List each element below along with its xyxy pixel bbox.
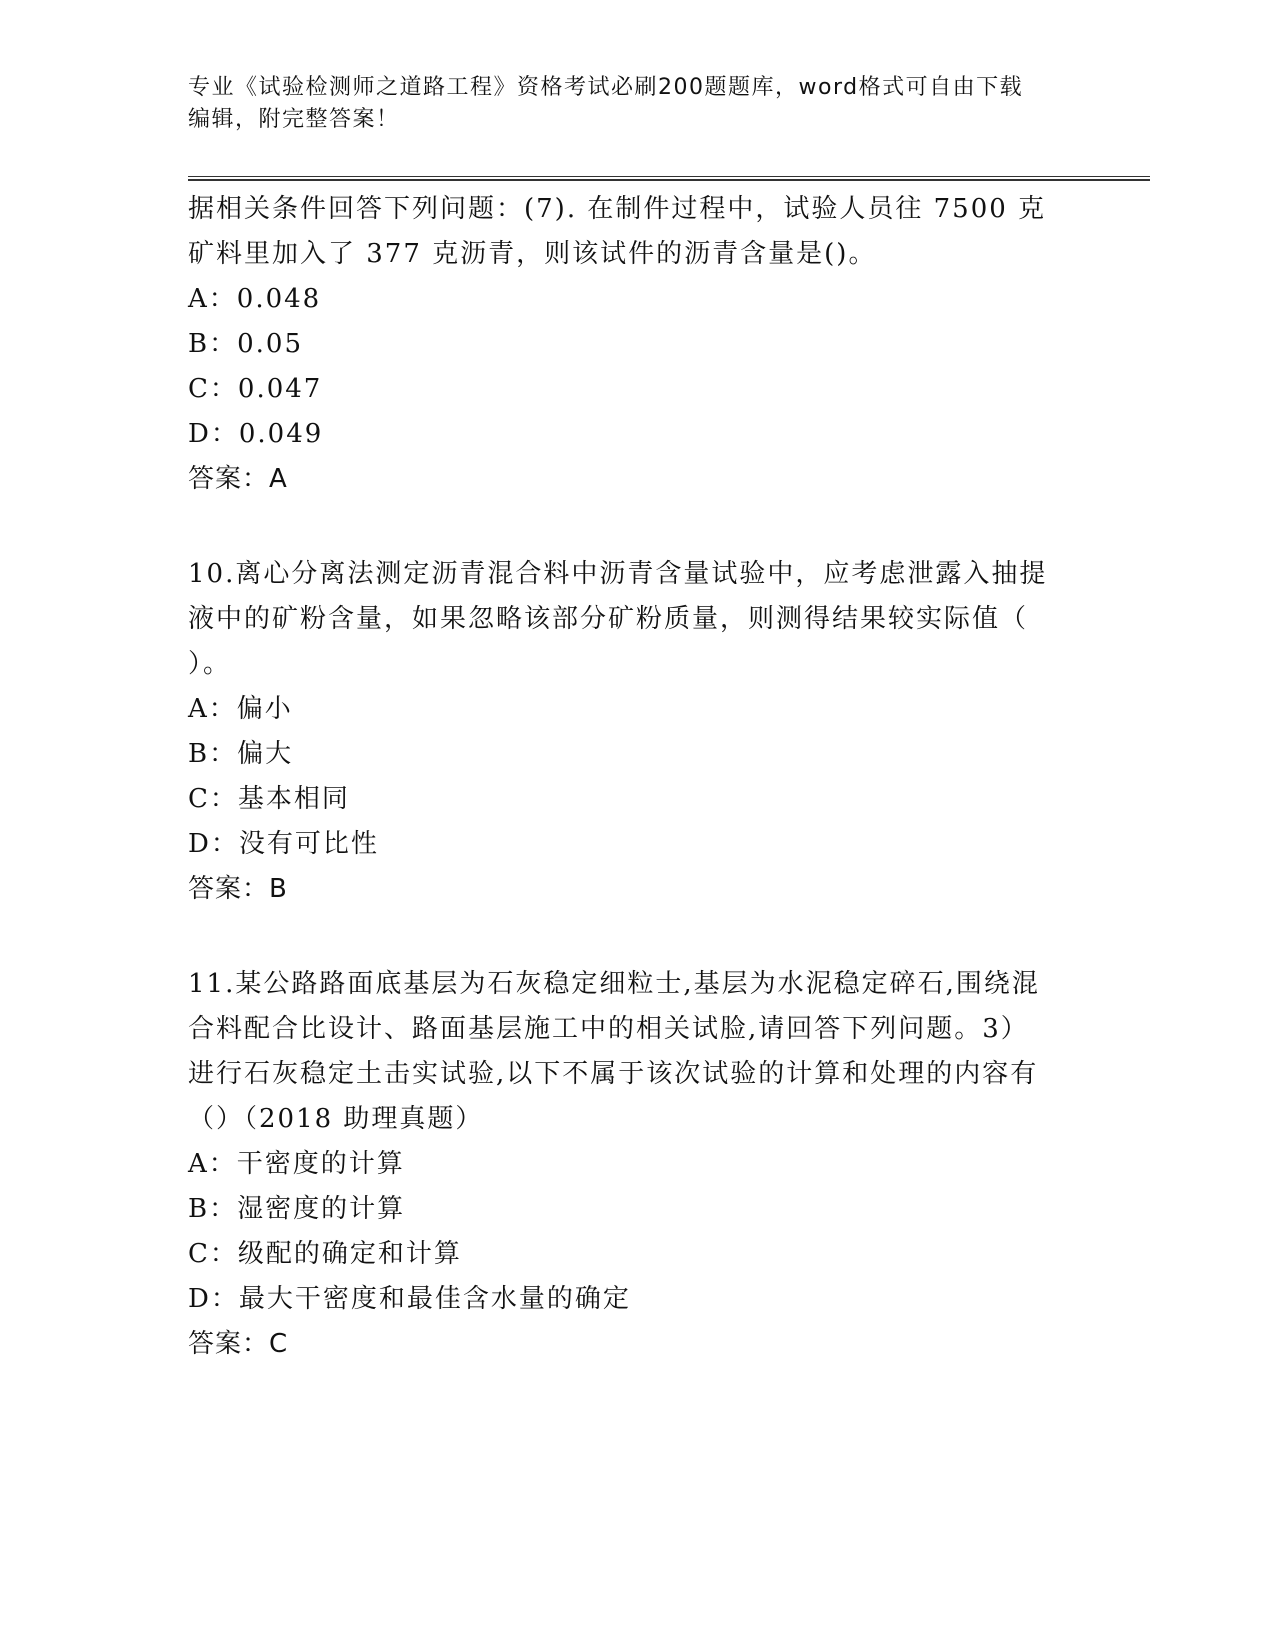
question-stem-line: 据相关条件回答下列问题：(7). 在制件过程中，试验人员往 7500 克	[188, 194, 1047, 224]
option-d	[188, 1277, 1088, 1322]
option-b	[188, 1187, 1088, 1232]
question-stem-line: 11.某公路路面底基层为石灰稳定细粒士,基层为水泥稳定碎石,围绕混	[188, 969, 1040, 999]
option-text: 0.05	[237, 329, 303, 359]
question-stem-line: （）（2018 助理真题）	[188, 1104, 484, 1134]
question-item	[188, 552, 1088, 912]
answer-label: 答案：C	[188, 1329, 289, 1359]
option-text: 0.049	[238, 419, 324, 449]
option-a	[188, 1142, 1088, 1187]
question-stem-line: 矿料里加入了 377 克沥青，则该试件的沥青含量是()。	[188, 239, 877, 269]
option-key: A：	[188, 1149, 237, 1179]
option-d	[188, 822, 1088, 867]
question-stem	[188, 962, 1088, 1142]
option-a	[188, 277, 1088, 322]
option-key: C：	[188, 374, 238, 404]
answer-label: 答案：B	[188, 874, 288, 904]
option-c	[188, 777, 1088, 822]
answer-label: 答案：A	[188, 464, 288, 494]
option-key: D：	[188, 1284, 239, 1314]
option-text: 最大干密度和最佳含水量的确定	[238, 1284, 631, 1314]
option-key: B：	[188, 329, 238, 359]
question-stem-line: 进行石灰稳定土击实试验,以下不属于该次试验的计算和处理的内容有	[188, 1059, 1039, 1089]
question-stem	[188, 552, 1088, 687]
option-text: 0.048	[236, 284, 322, 314]
option-text: 干密度的计算	[236, 1149, 405, 1179]
option-key: C：	[188, 1239, 238, 1269]
option-key: B：	[188, 1194, 238, 1224]
question-stem-line: 合料配合比设计、路面基层施工中的相关试脸,请回答下列问题。3）	[188, 1014, 1029, 1044]
question-item	[188, 962, 1088, 1367]
option-text: 偏小	[236, 694, 293, 724]
option-text: 偏大	[237, 739, 294, 769]
option-key: D：	[188, 419, 239, 449]
question-stem-line: ）。	[188, 649, 232, 679]
option-b	[188, 322, 1088, 367]
option-c	[188, 367, 1088, 412]
page-header	[188, 72, 1068, 136]
option-text: 0.047	[237, 374, 323, 404]
option-text: 基本相同	[237, 784, 350, 814]
option-key: A：	[188, 694, 237, 724]
question-item	[188, 187, 1088, 502]
header-title-line-1: 专业《试验检测师之道路工程》资格考试必刷200题题库，word格式可自由下载	[188, 75, 1024, 100]
option-key: C：	[188, 784, 238, 814]
option-a	[188, 687, 1088, 732]
option-b	[188, 732, 1088, 777]
option-text: 级配的确定和计算	[237, 1239, 462, 1269]
question-stem-line: 10.离心分离法测定沥青混合料中沥青含量试验中，应考虑泄露入抽提	[188, 559, 1048, 589]
header-divider	[188, 176, 1150, 181]
option-key: B：	[188, 739, 238, 769]
header-title-line-2: 编辑，附完整答案！	[188, 107, 400, 132]
option-key: D：	[188, 829, 239, 859]
option-text: 湿密度的计算	[237, 1194, 406, 1224]
option-c	[188, 1232, 1088, 1277]
question-stem	[188, 187, 1088, 277]
option-text: 没有可比性	[238, 829, 379, 859]
option-d	[188, 412, 1088, 457]
question-stem-line: 液中的矿粉含量，如果忽略该部分矿粉质量，则测得结果较实际值（	[188, 604, 1029, 634]
option-key: A：	[188, 284, 237, 314]
question-list	[188, 187, 1088, 1417]
